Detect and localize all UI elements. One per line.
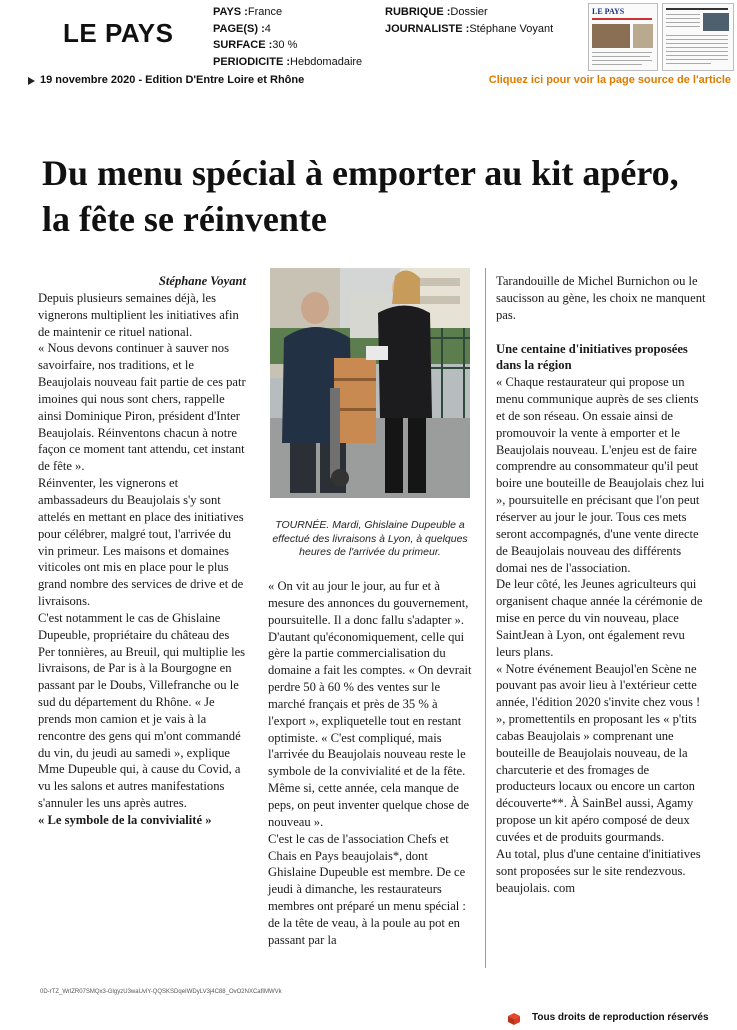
paragraph: « Nous devons continuer à sauver nos savoirfaire, nos traditions, et le Beaujolais nouveau fait partie de ces patr imoines qui nous sont chers, rappelle ainsi Dominique Piron, président d'Inter Beaujolais. Réinventons chacun à notre façon ce moment tant attendu, cet instant de fête ». xyxy=(38,341,246,474)
copyright-cube-icon xyxy=(508,1013,520,1025)
paragraph: C'est le cas de l'association Chefs et Chais en Pays beaujolais*, dont Ghislaine Dupeuble est membre. De ce jeudi à dimanche, les restaurateurs membres ont préparé un menu spécial : de la tête de veau, à la poule au pot en passant par la xyxy=(268,831,466,947)
paragraph: Au total, plus d'une centaine d'initiatives sont proposées sur le site rendezvous. beaujolais. com xyxy=(496,846,701,895)
publication-logo: LE PAYS xyxy=(63,18,174,48)
subheading: Une centaine d'initiatives proposées dans la région xyxy=(496,341,688,373)
edition-line: 19 novembre 2020 - Edition D'Entre Loire et Rhône xyxy=(40,74,305,86)
arrow-right-icon xyxy=(28,77,35,85)
photo-caption: TOURNÉE. Mardi, Ghislaine Dupeuble a effectué des livraisons à Lyon, à quelques heures de l'arrivée du primeur. xyxy=(272,519,468,558)
meta-pages: PAGE(S) :4 xyxy=(213,22,271,35)
paragraph: Tarandouille de Michel Burnichon ou le saucisson au gène, les choix ne manquent pas. xyxy=(496,274,706,322)
rights-notice: Tous droits de reproduction réservés xyxy=(532,1012,709,1023)
paragraph-gap xyxy=(496,324,706,341)
byline: Stéphane Voyant xyxy=(158,274,246,288)
article-column-3 xyxy=(496,273,706,896)
paragraph: « On vit au jour le jour, au fur et à mesure des annonces du gouvernement, poursuitelle. Il a donc fallu s'adapter ». D'autant qu'économiquement, celle qui gère la partie commercialisation du domaine a fait les comptes. « On devrait perdre 50 à 60 % des ventes sur le marché français et près de 35 % à l'export », expliquetelle tout en restant optimiste. « C'est compliqué, mais l'arrivée du Beaujolais nouveau reste le symbole de la convivialité et de la fête. Même si, cette année, cela manque de peps, on peut inventer quelque chose de nouveau ». xyxy=(268,579,472,829)
document-hash: 0D-rTZ_WrlZR07SMQx3-GlgyzU3waUvlY-QQSKSDqeIWDyLV3j4C88_OvO2NXCafIMWVk xyxy=(40,989,282,995)
thumbnail-masthead: LE PAYS xyxy=(592,7,625,16)
subheading: « Le symbole de la convivialité » xyxy=(38,813,212,827)
paragraph: « Chaque restaurateur qui propose un menu communique auprès de ses clients et de son réseau. On essaie ainsi de promouvoir la vente à emporter et le Beaujolais nouveau. L'enjeu est de faire comprendre au consommateur qu'il peut boire une bouteille de Beaujolais chez lui », poursuitelle en précisant que l'on peut réserver au jour le jour. Tous ces mets seront accompagnés, d'une vente directe de Beaujolais nouveau des différents domai nes de l'association. xyxy=(496,375,705,575)
meta-rubrique: RUBRIQUE :Dossier xyxy=(385,6,488,18)
paragraph: C'est notamment le cas de Ghislaine Dupeuble, propriétaire du château des Per tonnières, au Breuil, qui multiplie les livraisons, de Par is à la Bourgogne en passant par le Doubs, Villefranche ou le sud du département du Rhône. « Je prends mon camion et je vais à la rencontre des gens qui m'ont commandé du vin, du jeudi au samedi », explique Mme Dupeuble qui, à cause du Covid, a vu les salons et autres manifestations s'annuler les uns après autres. xyxy=(38,610,246,811)
paragraph: « Notre événement Beaujol'en Scène ne pouvant pas avoir lieu à l'extérieur cette année, l'édition 2020 s'invite chez vous ! », promettentils en proposant les « p'tits cabas Beaujolais » comprenant une bouteille de Beaujolais nouveau, de la charcuterie et des fromages de producteurs locaux ou encore un carton découverte**. À SainBel aussi, Agamy propose un kit apéro composé de deux cuvées et de produits gourmands. xyxy=(496,661,701,844)
paragraph: De leur côté, les Jeunes agriculteurs qui organisent chaque année la cérémonie de mise en perce du vin nouveau, place SaintJean à Lyon, ont également revu leurs plans. xyxy=(496,577,703,659)
article-column-1 xyxy=(38,273,246,829)
paragraph: Réinventer, les vignerons et ambassadeurs du Beaujolais s'y sont attelés en mettant en place des initiatives pour célébrer, malgré tout, l'arrivée du vin primeur. Les maisons et domaines viticoles ont mis en place pour le plus grand nombre des services de drive et de livraisons. xyxy=(38,476,244,609)
meta-country: PAYS :France xyxy=(213,6,283,18)
view-source-link[interactable]: Cliquez ici pour voir la page source de l'article xyxy=(488,74,731,86)
article-photo xyxy=(270,268,470,498)
page-thumbnail-1[interactable] xyxy=(588,3,658,71)
paragraph: Depuis plusieurs semaines déjà, les vignerons multiplient les initiatives afin de maintenir ce rituel national. xyxy=(38,290,239,339)
article-title: Du menu spécial à emporter au kit apéro, la fête se réinvente xyxy=(42,153,679,239)
article-column-2 xyxy=(268,578,474,949)
meta-periodicity: PERIODICITE :Hebdomadaire xyxy=(213,55,363,68)
page-thumbnail-2[interactable] xyxy=(662,3,734,71)
meta-surface: SURFACE :30 % xyxy=(213,39,298,51)
meta-right xyxy=(385,4,553,37)
meta-journalist: JOURNALISTE :Stéphane Voyant xyxy=(385,22,554,35)
meta-left xyxy=(213,4,362,70)
column-divider xyxy=(485,268,486,968)
